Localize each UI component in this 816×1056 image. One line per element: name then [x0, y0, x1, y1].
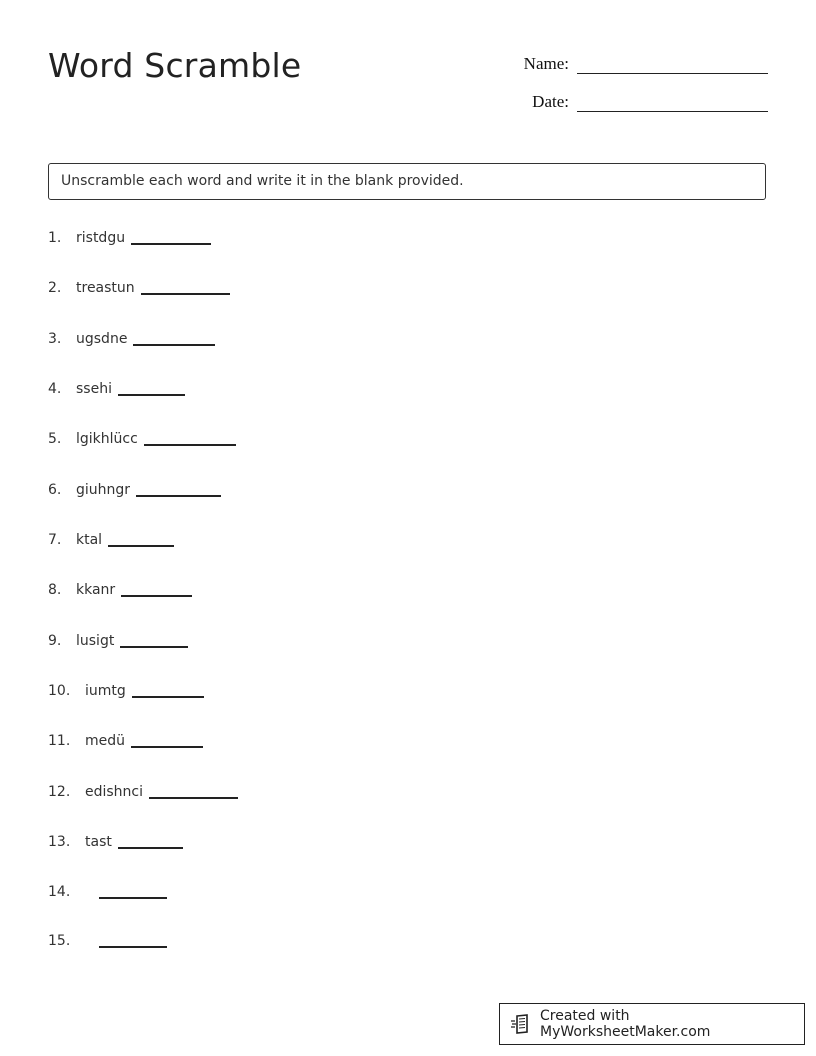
scrambled-word: lusigt: [76, 633, 115, 649]
list-item: [48, 532, 174, 548]
item-number: 1.: [48, 230, 62, 246]
item-number: 4.: [48, 381, 62, 397]
answer-blank[interactable]: [149, 796, 238, 799]
item-number: 3.: [48, 331, 62, 347]
page-title: Word Scramble: [48, 46, 302, 85]
item-number: 9.: [48, 633, 62, 649]
book-icon: [510, 1013, 532, 1035]
name-blank[interactable]: [577, 59, 768, 74]
list-item: [48, 582, 192, 598]
scrambled-word: ugsdne: [76, 331, 128, 347]
footer-text: Created with MyWorksheetMaker.com: [540, 1008, 711, 1040]
answer-blank[interactable]: [141, 292, 230, 295]
instructions-box: Unscramble each word and write it in the blank provided.: [48, 163, 766, 200]
item-number: 7.: [48, 532, 62, 548]
list-item: [48, 834, 183, 850]
list-item: [48, 933, 167, 949]
list-item: [48, 331, 215, 347]
answer-blank[interactable]: [120, 645, 188, 648]
name-field: [524, 54, 768, 74]
date-label: Date:: [532, 92, 569, 111]
answer-blank[interactable]: [133, 343, 215, 346]
scrambled-word: ssehi: [76, 381, 112, 397]
scrambled-word: medü: [85, 733, 126, 749]
answer-blank[interactable]: [144, 443, 236, 446]
answer-blank[interactable]: [121, 594, 192, 597]
list-item: [48, 733, 203, 749]
footer-credit: [499, 1003, 805, 1045]
answer-blank[interactable]: [99, 945, 167, 948]
answer-blank[interactable]: [131, 745, 203, 748]
list-item: [48, 884, 167, 900]
list-item: [48, 683, 204, 699]
item-number: 14.: [48, 884, 71, 900]
answer-blank[interactable]: [136, 494, 221, 497]
answer-blank[interactable]: [132, 695, 204, 698]
scrambled-word: tast: [85, 834, 112, 850]
date-field: [532, 92, 768, 112]
list-item: [48, 230, 211, 246]
scrambled-word: treastun: [76, 280, 135, 296]
item-number: 2.: [48, 280, 62, 296]
list-item: [48, 633, 188, 649]
answer-blank[interactable]: [108, 544, 174, 547]
answer-blank[interactable]: [131, 242, 211, 245]
date-blank[interactable]: [577, 97, 768, 112]
scrambled-word: giuhngr: [76, 482, 131, 498]
list-item: [48, 431, 236, 447]
scrambled-word: ristdgu: [76, 230, 126, 246]
scrambled-word: ktal: [76, 532, 103, 548]
item-number: 5.: [48, 431, 62, 447]
list-item: [48, 381, 185, 397]
scrambled-word: iumtg: [85, 683, 126, 699]
scrambled-word: lgikhlücc: [76, 431, 138, 447]
item-number: 15.: [48, 933, 71, 949]
item-number: 10.: [48, 683, 71, 699]
answer-blank[interactable]: [118, 393, 185, 396]
scrambled-word: kkanr: [76, 582, 116, 598]
item-number: 12.: [48, 784, 71, 800]
item-number: 11.: [48, 733, 71, 749]
answer-blank[interactable]: [99, 896, 167, 899]
scrambled-word: edishnci: [85, 784, 144, 800]
name-label: Name:: [523, 54, 569, 73]
list-item: [48, 784, 238, 800]
item-number: 13.: [48, 834, 71, 850]
list-item: [48, 280, 230, 296]
answer-blank[interactable]: [118, 846, 183, 849]
list-item: [48, 482, 221, 498]
item-number: 6.: [48, 482, 62, 498]
item-number: 8.: [48, 582, 62, 598]
